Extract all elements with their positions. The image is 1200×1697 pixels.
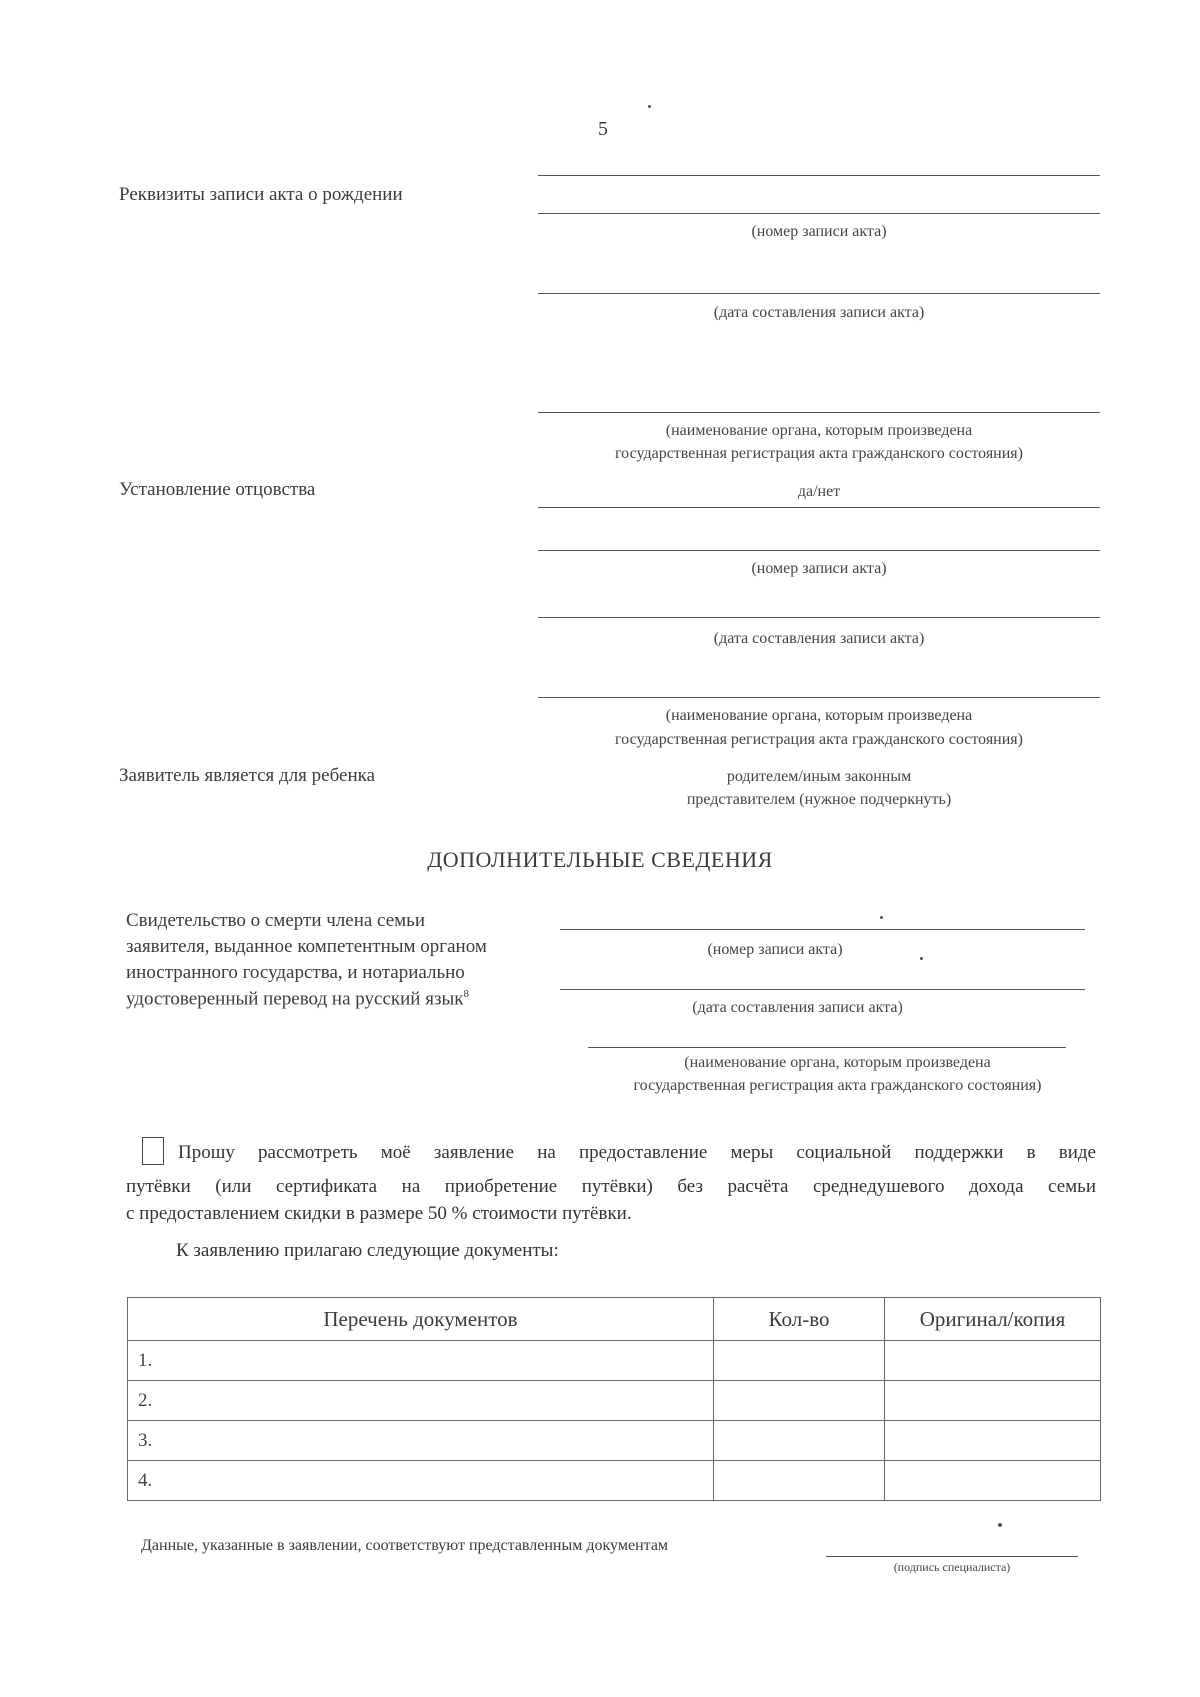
quantity-cell[interactable] [714,1381,885,1421]
scan-speck [880,916,883,919]
death-cert-line-4 [126,988,469,1010]
paternity-number-line[interactable] [538,550,1100,551]
header-document-list: Перечень документов [128,1298,714,1341]
original-copy-cell[interactable] [885,1421,1101,1461]
row-number[interactable]: 4. [128,1461,714,1501]
death-cert-number-line[interactable] [560,929,1085,930]
blank-line [538,175,1100,176]
table-header-row [128,1298,1101,1341]
signature-caption: (подпись специалиста) [893,1560,1011,1574]
death-cert-organ-line[interactable] [588,1047,1066,1048]
death-cert-line-4-text: удостоверенный перевод на русский язык [126,988,464,1010]
additional-heading: ДОПОЛНИТЕЛЬНЫЕ СВЕДЕНИЯ [427,847,773,872]
table-row [128,1341,1101,1381]
request-line-3: с предоставлением скидки в размере 50 % стоимости путёвки. [126,1203,632,1224]
specialist-signature-line[interactable] [826,1556,1078,1557]
documents-table [127,1297,1101,1501]
death-cert-line-2: заявителя, выданное компетентным органом [126,936,487,957]
death-cert-line-3: иностранного государства, и нотариально [126,962,465,983]
scan-speck [648,105,651,108]
original-copy-cell[interactable] [885,1461,1101,1501]
table-row [128,1381,1101,1421]
death-cert-date-line[interactable] [560,989,1085,990]
death-cert-date-caption: (дата составления записи акта) [692,999,903,1016]
verification-text: Данные, указанные в заявлении, соответствуют представленным документам [141,1537,669,1554]
row-number[interactable]: 3. [128,1421,714,1461]
request-line-1: Прошу рассмотреть моё заявление на предоставление меры социальной поддержки в виде [178,1142,1096,1163]
header-quantity: Кол-во [714,1298,885,1341]
scan-speck [998,1523,1002,1527]
original-copy-cell[interactable] [885,1381,1101,1421]
birth-record-organ-caption-2: государственная регистрация акта гражданского состояния) [615,445,1023,462]
table-row [128,1421,1101,1461]
paternity-organ-caption-1: (наименование органа, которым произведена [665,707,973,724]
birth-record-date-caption: (дата составления записи акта) [713,304,925,321]
quantity-cell[interactable] [714,1341,885,1381]
table-row [128,1461,1101,1501]
paternity-yes-no-line[interactable] [538,507,1100,508]
row-number[interactable]: 2. [128,1381,714,1421]
row-number[interactable]: 1. [128,1341,714,1381]
original-copy-cell[interactable] [885,1341,1101,1381]
request-line-2: путёвки (или сертификата на приобретение путёвки) без расчёта среднедушевого дохода семьи [126,1176,1096,1197]
applicant-value-1: родителем/иным законным [726,768,912,785]
quantity-cell[interactable] [714,1421,885,1461]
attachments-intro: К заявлению прилагаю следующие документы: [176,1240,559,1261]
scan-speck [920,957,923,960]
header-original-copy: Оригинал/копия [885,1298,1101,1341]
death-cert-organ-caption-2: государственная регистрация акта гражданского состояния) [633,1077,1042,1094]
birth-record-number-line[interactable] [538,213,1100,214]
death-cert-organ-caption-1: (наименование органа, которым произведена [684,1054,991,1071]
death-cert-number-caption: (номер записи акта) [707,941,843,958]
paternity-organ-caption-2: государственная регистрация акта гражданского состояния) [615,731,1023,748]
applicant-value-2: представителем (нужное подчеркнуть) [686,791,952,808]
paternity-number-caption: (номер записи акта) [751,560,887,577]
paternity-yes-no: да/нет [797,483,841,500]
birth-record-organ-line[interactable] [538,412,1100,413]
paternity-label: Установление отцовства [119,479,316,500]
footnote-mark: 8 [463,988,469,1000]
discount-request-checkbox[interactable] [142,1137,164,1165]
paternity-organ-line[interactable] [538,697,1100,698]
quantity-cell[interactable] [714,1461,885,1501]
paternity-date-caption: (дата составления записи акта) [713,630,925,647]
applicant-label: Заявитель является для ребенка [119,765,375,786]
death-cert-line-1: Свидетельство о смерти члена семьи [126,910,426,931]
paternity-date-line[interactable] [538,617,1100,618]
birth-record-organ-caption-1: (наименование органа, которым произведена [665,422,973,439]
birth-record-label: Реквизиты записи акта о рождении [119,184,403,205]
birth-record-number-caption: (номер записи акта) [751,223,887,240]
birth-record-date-line[interactable] [538,293,1100,294]
page-number: 5 [598,118,608,140]
